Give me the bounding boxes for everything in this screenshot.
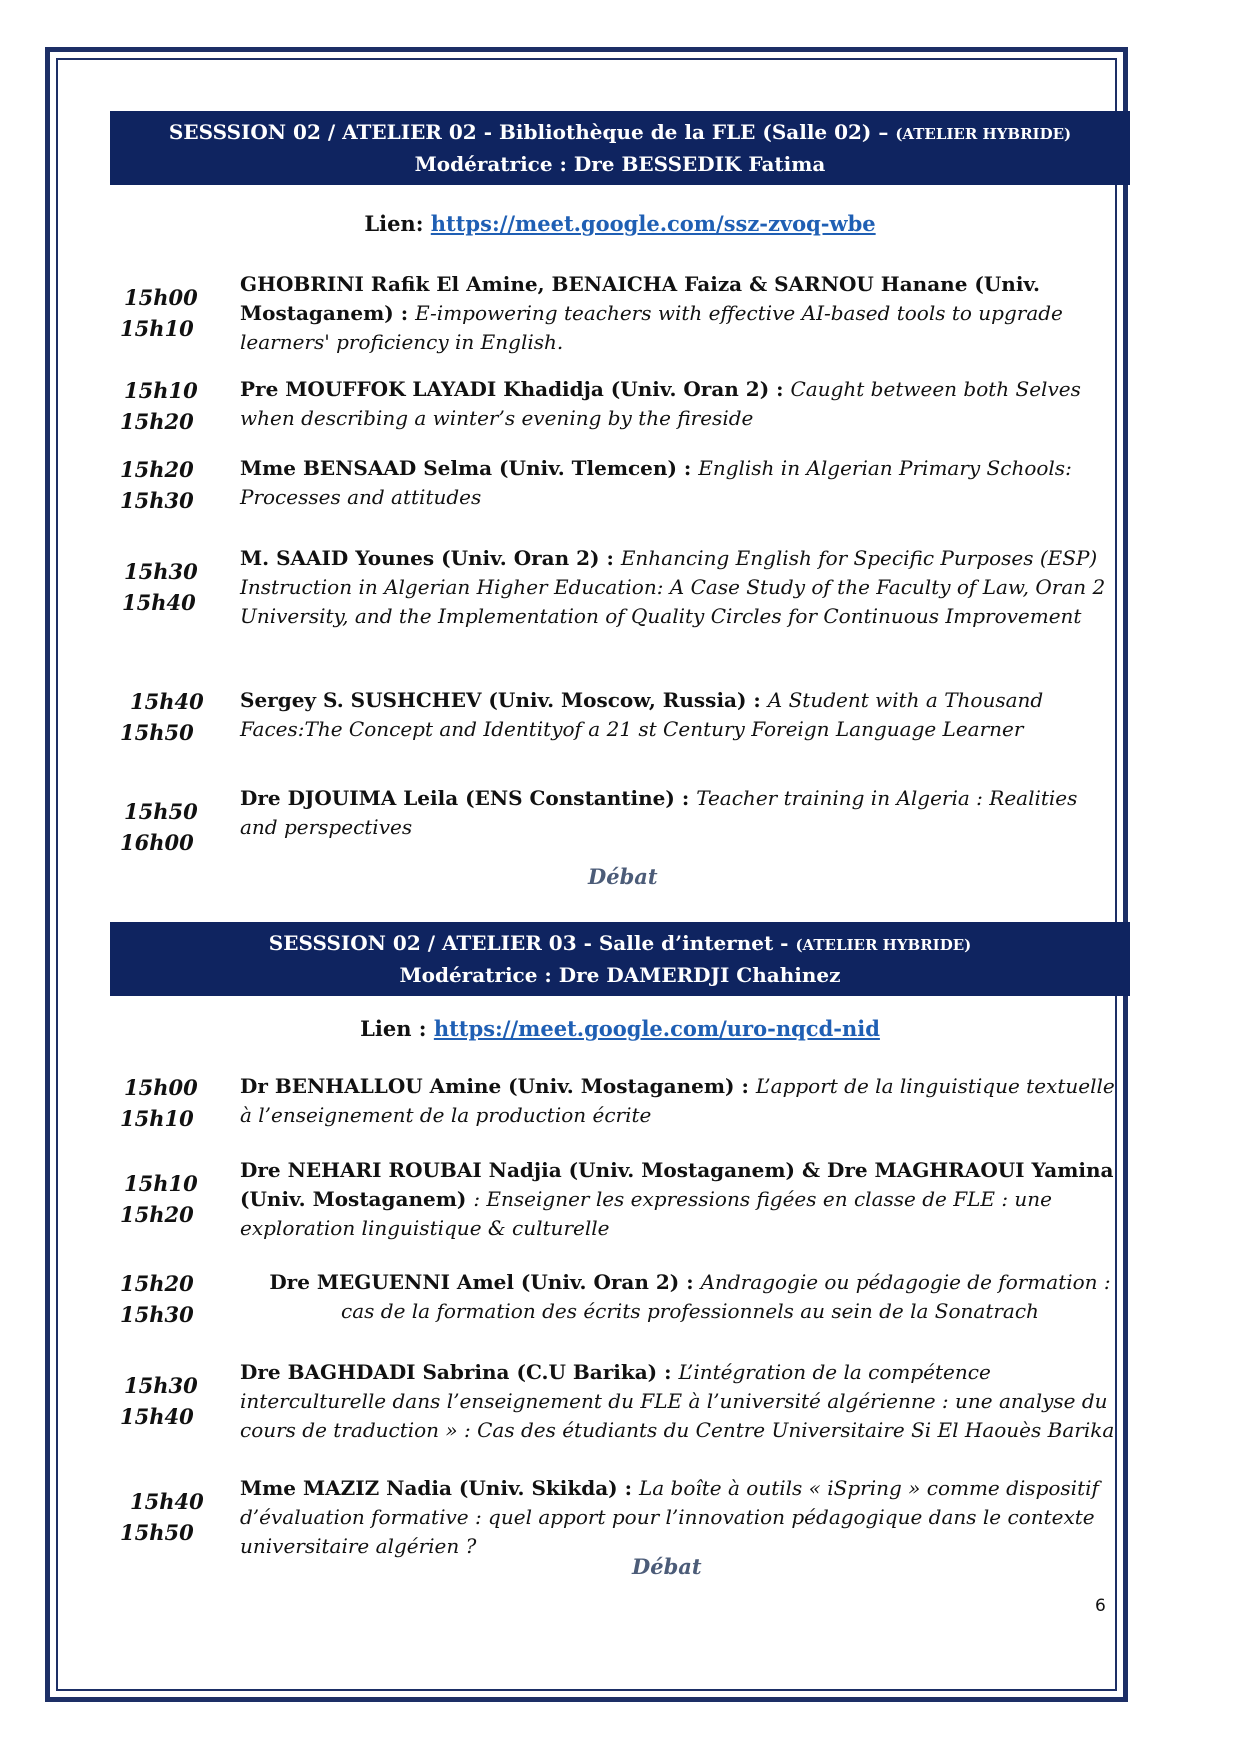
session-banner-atelier-03 — [110, 922, 1130, 996]
page-number: 6 — [1095, 1596, 1106, 1616]
banner-title: SESSSION 02 / ATELIER 02 - Bibliothèque de la FLE (Salle 02) – (ATELIER HYBRIDE) — [168, 120, 1072, 144]
presentation: Dre DJOUIMA Leila (ENS Constantine) : Teacher training in Algeria : Realities and perspectives — [240, 786, 1078, 839]
presentation: Sergey S. SUSHCHEV (Univ. Moscow, Russia) : A Student with a Thousand Faces:The Concept and Identityof a 21 st Century Foreign Language Learner — [240, 688, 1044, 741]
time-slot: 15h10 15h20 — [120, 1171, 198, 1227]
time-slot: 15h30 15h40 — [122, 559, 198, 615]
moderator: Modératrice : Dre BESSEDIK Fatima — [414, 152, 826, 176]
time-slot: 15h10 15h20 — [120, 378, 198, 434]
presentation: Dre BAGHDADI Sabrina (C.U Barika) : L’intégration de la compétence interculturelle dans l’enseignement du FLE à l’université algérienne : une analyse du cours de traduction » : Cas des étudiants du Centre Universitaire Si El Haouès Barika — [240, 1360, 1115, 1442]
time-slot: 15h50 16h00 — [120, 799, 198, 855]
time-slot: 15h40 15h50 — [120, 689, 204, 745]
meeting-link[interactable]: https://meet.google.com/ssz-zvoq-wbe — [430, 211, 876, 236]
banner-title: SESSSION 02 / ATELIER 03 - Salle d’internet - (ATELIER HYBRIDE) — [268, 931, 972, 955]
presentation: Dr BENHALLOU Amine (Univ. Mostaganem) : L’apport de la linguistique textuelle à l’enseignement de la production écrite — [240, 1074, 1115, 1127]
time-slot: 15h40 15h50 — [120, 1489, 204, 1545]
presentation: M. SAAID Younes (Univ. Oran 2) : Enhancing English for Specific Purposes (ESP) Instruction in Algerian Higher Education: A Case Study of the Faculty of Law, Oran 2 University, and the Implementation of Quality Circles for Continuous Improvement — [240, 546, 1106, 628]
debat-label: Débat — [588, 864, 658, 889]
meeting-link-row: Lien: https://meet.google.com/ssz-zvoq-wbe — [364, 211, 876, 236]
presentation: GHOBRINI Rafik El Amine, BENAICHA Faiza & SARNOU Hanane (Univ. Mostaganem) : E-impowering teachers with effective AI-based tools to upgrade learners' proficiency in English. — [240, 272, 1063, 354]
presentation: Pre MOUFFOK LAYADI Khadidja (Univ. Oran 2) : Caught between both Selves when describing a winter’s evening by the fireside — [240, 377, 1081, 430]
presentation: Mme BENSAAD Selma (Univ. Tlemcen) : English in Algerian Primary Schools: Processes and attitudes — [240, 456, 1072, 509]
time-slot: 15h30 15h40 — [120, 1373, 198, 1429]
meeting-link[interactable]: https://meet.google.com/uro-nqcd-nid — [433, 1016, 880, 1041]
time-slot: 15h20 15h30 — [120, 457, 194, 513]
meeting-link-row: Lien : https://meet.google.com/uro-nqcd-nid — [360, 1016, 880, 1041]
time-slot: 15h00 15h10 — [120, 1075, 198, 1131]
presentation: Dre MEGUENNI Amel (Univ. Oran 2) : Andragogie ou pédagogie de formation : cas de la formation des écrits professionnels au sein de la Sonatrach — [269, 1270, 1111, 1323]
presentation: Dre NEHARI ROUBAI Nadjia (Univ. Mostaganem) & Dre MAGHRAOUI Yamina (Univ. Mostaganem) : Enseigner les expressions figées en classe de FLE : une exploration linguistique & culturelle — [240, 1158, 1114, 1240]
time-slot: 15h00 15h10 — [120, 285, 198, 341]
presentation: Mme MAZIZ Nadia (Univ. Skikda) : La boîte à outils « iSpring » comme dispositif d’évaluation formative : quel apport pour l’innovation pédagogique dans le contexte universitaire algérien ? — [240, 1476, 1099, 1558]
moderator: Modératrice : Dre DAMERDJI Chahinez — [399, 963, 841, 987]
session-banner-atelier-02 — [110, 111, 1130, 185]
time-slot: 15h20 15h30 — [120, 1271, 194, 1327]
debat-label: Débat — [632, 1554, 702, 1579]
